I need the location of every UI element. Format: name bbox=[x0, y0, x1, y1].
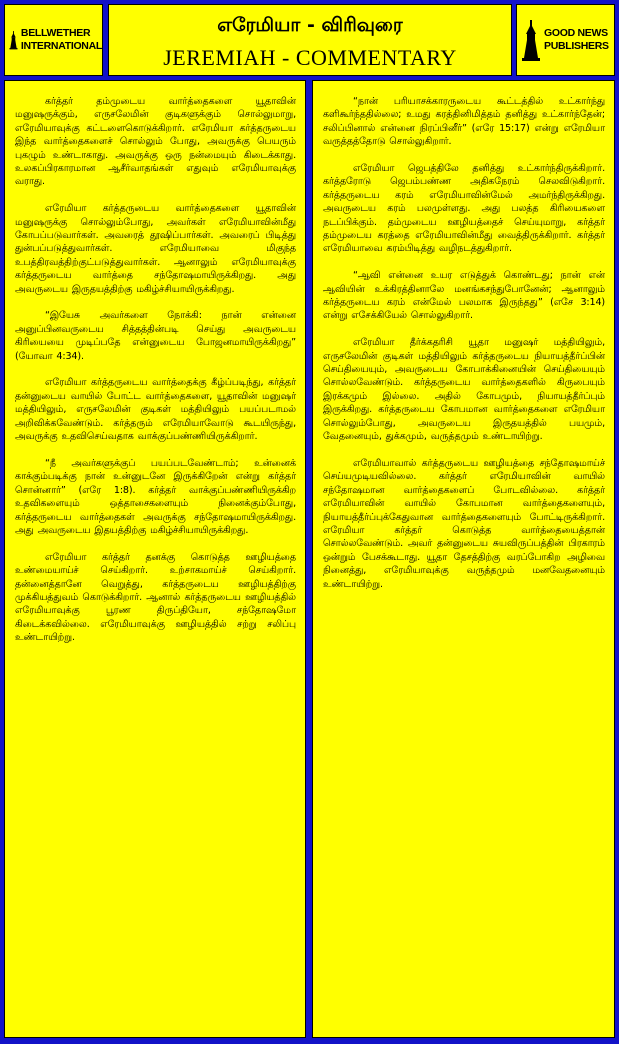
title-box bbox=[108, 4, 512, 76]
good-news-logo bbox=[517, 5, 614, 75]
bellwether-logo bbox=[5, 5, 102, 75]
logo-right-line2: PUBLISHERS bbox=[544, 40, 609, 52]
left-column bbox=[4, 80, 306, 1038]
quote-paragraph: “நீ அவர்களுக்குப் பயப்படவேண்டாம்; உன்னைக் காக்கும்படிக்கு நான் உன்னுடனே இருக்கிறேன் என்று கர்த்தர் சொன்னார்” (எரே 1:8). கர்த்தர் வாக்குப்பண்ணியிருக்கிற உதவிகளையும் ஒத்தாசைகளையும் நினைக்கும்போது, கர்த்தருடைய வார்த்தைகள் அவருக்கு சந்தோஷமாயிருக்கிறது. அது அவருடைய இதயத்திற்கு மகிழ்ச்சியாயிருக்கிறது. bbox=[15, 457, 296, 536]
tower-icon bbox=[9, 18, 18, 62]
quote-paragraph: “நான் பரியாசக்காரருடைய கூட்டத்தில் உட்கார்ந்து களிகூர்ந்ததில்லை; உமது கரத்தினிமித்தம் தனித்து உட்கார்ந்தேன்; சலிப்பினால் என்னை நிரப்பினீர்” (எரே 15:17) என்று எரேமியா வருத்தத்தோடு சொல்லுகிறார். bbox=[323, 96, 605, 148]
paragraph: எரேமியா கர்த்தருடைய வார்த்தைக்கு கீழ்ப்படிந்து, கர்த்தர் தன்னுடைய வாயில் போட்ட வார்த்தைகளை, யூதாவின் மனுஷர் மத்தியிலும், எருசலேமின் குடிகள் மத்தியிலும் பயப்படாமல் அறிவிக்கவேண்டும். கர்த்தரும் எரேமியாவோடு கூடயிருந்து, அவருக்கு உதவிசெய்வதாக வாக்குப்பண்ணியிருக்கிறார். bbox=[15, 377, 296, 443]
paragraph: எரேமியா கர்த்தர் தனக்கு கொடுத்த ஊழியத்தை உண்மையாய்ச் செய்கிறார். உற்சாகமாய்ச் செய்கிறார். தன்னைத்தானே வெறுத்து, கர்த்தருடைய ஊழியத்திற்கு முக்கியத்துவம் கொடுக்கிறார். ஆனால் கர்த்தருடைய ஊழியத்தில் எரேமியாவுக்கு பூரண திருப்தியோ, சந்தோஷமோ கிடைக்கவில்லை. எரேமியாவுக்கு ஊழியத்தில் சற்று சலிப்பு உண்டாயிற்று. bbox=[15, 551, 296, 644]
quote-paragraph: “இயேசு அவர்களை நோக்கி: நான் என்னை அனுப்பினவருடைய சித்தத்தின்படி செய்து அவருடைய கிரியையை முடிப்பதே என்னுடைய போஜனமாயிருக்கிறது” (யோவா 4:34). bbox=[15, 310, 296, 362]
paragraph: கர்த்தர் தம்முடைய வார்த்தைகளை யூதாவின் மனுஷருக்கும், எருசலேமின் குடிகளுக்கும் சொல்லுமாறு, எரேமியாவுக்கு கட்டளைகொடுக்கிறார். எரேமியா கர்த்தருடைய இந்த வார்த்தைகளைச் சொல்லும் போது, அவருக்கு பெயரும் புகழும் உண்டாகாது. அவருக்கு ஒரு நன்மையும் கிடைக்காது. உலகப்பிரகாரமான ஆசீர்வாதங்கள் எதுவும் எரேமியாவுக்கு வராது. bbox=[15, 96, 296, 188]
quote-paragraph: “ஆவி என்னை உயர எடுத்துக் கொண்டது; நான் என் ஆவியின் உக்கிரத்தினாலே மனங்கசந்துபோனேன்; ஆனாலும் கர்த்தருடைய கரம் என்மேல் பலமாக இருந்தது” (எசே 3:14) என்று எசேக்கியேல் சொல்லுகிறார். bbox=[323, 270, 605, 322]
paragraph: எரேமியாவால் கர்த்தருடைய ஊழியத்தை சந்தோஷமாய்ச் செய்யமுடியவில்லை. கர்த்தர் எரேமியாவின் வாயில் சந்தோஷமான வார்த்தைகளைப் போடவில்லை. கர்த்தர் எரேமியாவின் வாயில் கோபமான வார்த்தைகளையும், நியாயத்தீர்ப்புக்கேதுவான வார்த்தைகளையும் போட்டிருக்கிறார். எரேமியா கர்த்தர் கொடுத்த வார்த்தையைத்தான் சொல்லவேண்டும். அவர் தன்னுடைய சுயவிருப்பத்தின் பிரகாரம் ஒன்றும் பேசக்கூடாது. யூதா தேசத்திற்கு வரப்போகிற அழிவை நினைத்து, எரேமியாவுக்கு வருத்தமும் மனவேதனையும் உண்டாயிற்று. bbox=[323, 457, 605, 590]
logo-left-line1: BELLWETHER bbox=[20, 27, 91, 39]
paragraph: எரேமியா கர்த்தருடைய வார்த்தைகளை யூதாவின் மனுஷருக்கு சொல்லும்போது, அவர்கள் எரேமியாவின்மீது கோபப்படுவார்கள். அவரைத் தூஷிப்பார்கள். அவரைப் பிடித்து துன்பப்படுத்துவார்கள். எரேமியாவை மிகுந்த உபத்திரவத்திற்குட்படுத்துவார்கள். ஆனாலும் எரேமியாவுக்கு கர்த்தருடைய வார்த்தை சந்தோஷமாயிருக்கிறது. அது அவருடைய இருதயத்திற்கு மகிழ்ச்சியாயிருக்கிறது. bbox=[15, 203, 296, 295]
page-title-tamil: எரேமியா - விரிவுரை bbox=[217, 14, 403, 36]
tower-icon bbox=[521, 18, 541, 62]
good-news-logo-box bbox=[516, 4, 615, 76]
bellwether-logo-box bbox=[4, 4, 103, 76]
page-title-english: JEREMIAH - COMMENTARY bbox=[163, 45, 457, 70]
right-column bbox=[312, 80, 615, 1038]
paragraph: எரேமியா தீர்க்கதரிசி யூதா மனுஷர் மத்தியிலும், எருசலேமின் குடிகள் மத்தியிலும் கர்த்தருடைய நியாயத்தீர்ப்பின் செய்தியையும், அவருடைய கோபாக்கினையின் செய்தியையும் சொல்லவேண்டும். கர்த்தருடைய வார்த்தைகளில் கிருபையும் இரக்கமும் இல்லை. அதில் கோபமும், நியாயத்தீர்ப்பும் இருக்கிறது. கர்த்தருடைய கோபமான வார்த்தைகளை எரேமியா சொல்லும்போது, அவருடைய இருதயத்தில் பயமும், வேதனையும், துக்கமும், வருத்தமும் உண்டாயிற்று. bbox=[323, 337, 605, 443]
logo-right-line1: GOOD NEWS bbox=[544, 27, 608, 39]
paragraph: எரேமியா ஜெபத்திலே தனித்து உட்கார்ந்திருக்கிறார். கர்த்தரோடு ஜெபம்பண்ண அதிகநேரம் செலவிடுகிறார். கர்த்தருடைய கரம் எரேமியாவின்மேல் அமர்ந்திருக்கிறது. அவருடைய கரம் பலமுள்ளது. அது பலத்த கிரியைகளை நடப்பிக்கும். தம்முடைய ஊழியத்தைச் செய்யுமாறு, கர்த்தர் தம்முடைய கரத்தை எரேமியாவின்மீது வைத்திருக்கிறார். கர்த்தர் எரேமியாவை கரம்பிடித்து வழிநடத்துகிறார். bbox=[323, 163, 605, 255]
logo-left-line2: INTERNATIONAL bbox=[20, 40, 102, 52]
